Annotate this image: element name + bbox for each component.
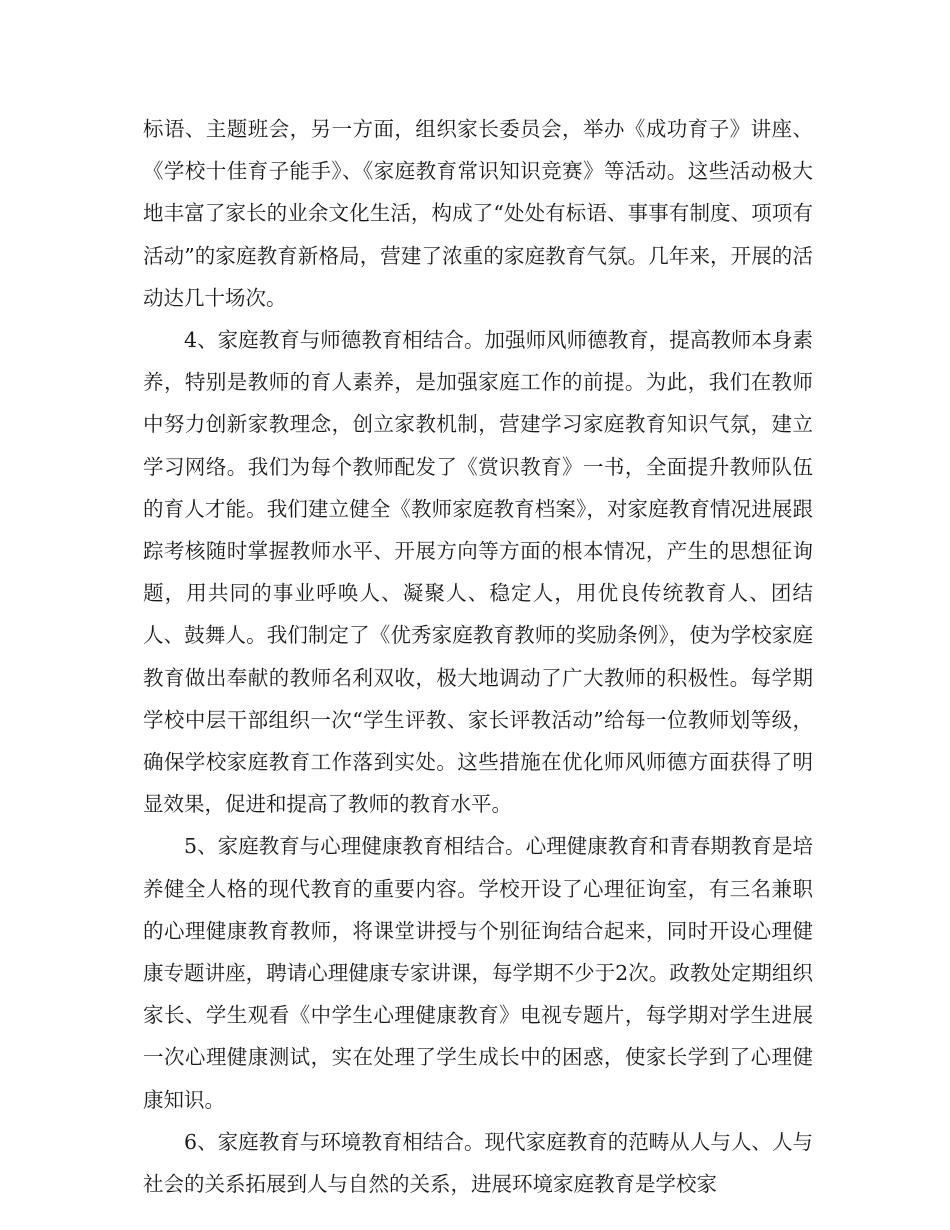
paragraph-teacher-ethics: 4、家庭教育与师德教育相结合。加强师风师德教育，提高教师本身素养，特别是教师的育人素养，是加强家庭工作的前提。为此，我们在教师中努力创新家教理念，创立家教机制，营建学习家庭教育知识气氛，建立学习网络。我们为每个教师配发了《赏识教育》一书，全面提升教师队伍的育人才能。我们建立健全《教师家庭教育档案》，对家庭教育情况进展跟踪考核随时掌握教师水平、开展方向等方面的根本情况，产生的思想征询题，用共同的事业呼唤人、凝聚人、稳定人，用优良传统教育人、团结人、鼓舞人。我们制定了《优秀家庭教育教师的奖励条例》，使为学校家庭教育做出奉献的教师名利双收，极大地调动了广大教师的积极性。每学期学校中层干部组织一次“学生评教、家长评教活动”给每一位教师划等级，确保学校家庭教育工作落到实处。这些措施在优化师风师德方面获得了明显效果，促进和提高了教师的教育水平。 [143,328,813,817]
paragraph-mental-health: 5、家庭教育与心理健康教育相结合。心理健康教育和青春期教育是培养健全人格的现代教育的重要内容。学校开设了心理征询室，有三名兼职的心理健康教育教师，将课堂讲授与个别征询结合起来，同时开设心理健康专题讲座，聘请心理健康专家讲课，每学期不少于2次。政教处定期组织家长、学生观看《中学生心理健康教育》电视专题片，每学期对学生进展一次心理健康测试，实在处理了学生成长中的困惑，使家长学到了心理健康知识。 [143,834,813,1112]
paragraph-environment: 6、家庭教育与环境教育相结合。现代家庭教育的范畴从人与人、人与社会的关系拓展到人与自然的关系，进展环境家庭教育是学校家 [143,1129,813,1197]
document-body [143,108,813,1205]
paragraph-continuation: 标语、主题班会，另一方面，组织家长委员会，举办《成功育子》讲座、《学校十佳育子能手》、《家庭教育常识知识竞赛》等活动。这些活动极大地丰富了家长的业余文化生活，构成了“处处有标语、事事有制度、项项有活动”的家庭教育新格局，营建了浓重的家庭教育气氛。几年来，开展的活动达几十场次。 [143,117,813,310]
